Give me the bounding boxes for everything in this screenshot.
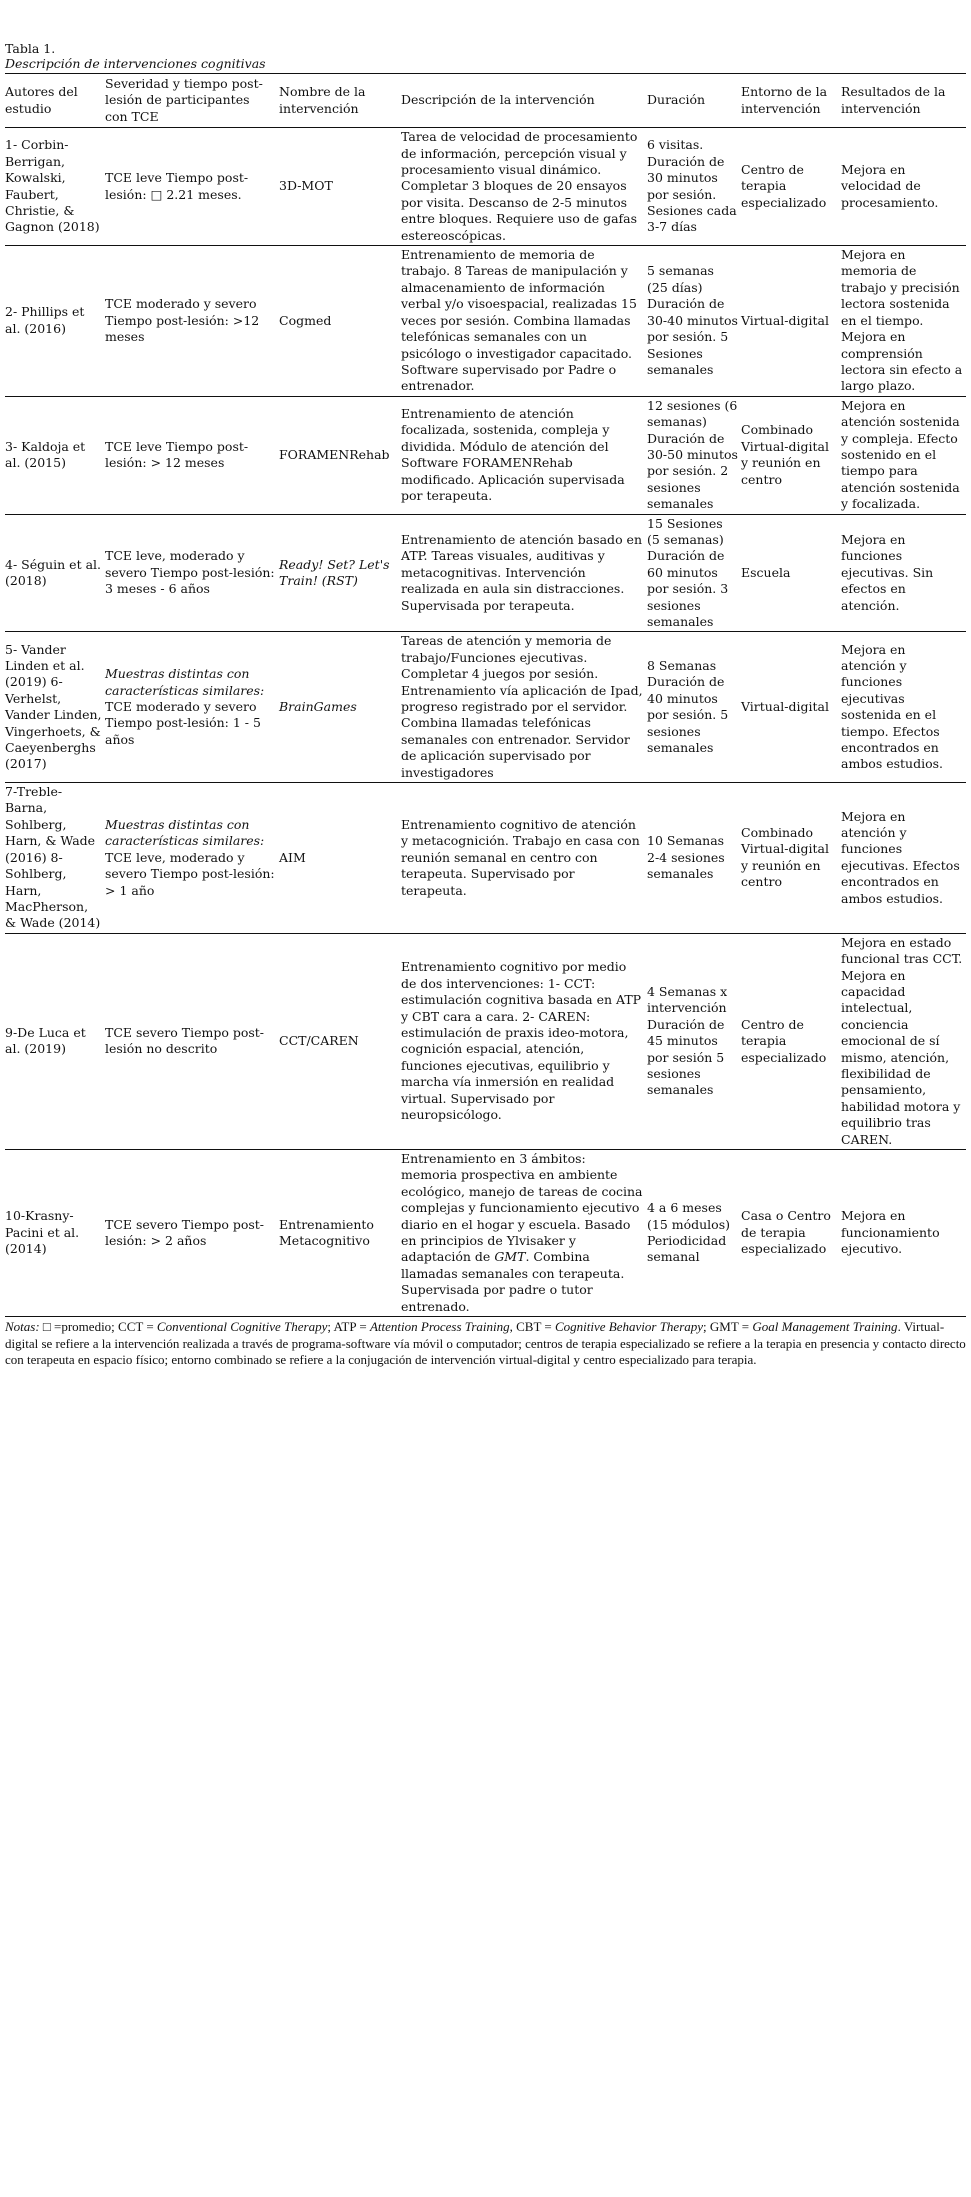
header-authors: Autores del estudio <box>5 84 78 116</box>
interventions-table <box>5 73 966 1317</box>
cell-results: Mejora en funcionamiento ejecutivo. <box>841 1208 940 1257</box>
cell-setting: Escuela <box>741 564 791 580</box>
cell-duration: 6 visitas. Duración de 30 minutos por sesión. Sesiones cada 3-7 días <box>647 137 737 235</box>
cell-description <box>401 1150 647 1317</box>
header-description: Descripción de la intervención <box>401 92 595 108</box>
cell-results: Mejora en memoria de trabajo y precisión lectora sostenida en el tiempo. Mejora en comprensión lectora sin efecto a largo plazo. <box>841 247 963 394</box>
severity-text: TCE leve Tiempo post-lesión: □ 2.21 meses. <box>105 170 249 202</box>
cell-results: Mejora en atención y funciones ejecutivas. Efectos encontrados en ambos estudios. <box>841 808 960 906</box>
cell-severity <box>105 1150 279 1317</box>
severity-text: TCE severo Tiempo post-lesión no descrito <box>105 1024 265 1057</box>
cell-intervention: Cogmed <box>279 312 332 328</box>
header-intervention-name: Nombre de la intervención <box>279 84 366 116</box>
cell-authors: 2- Phillips et al. (2016) <box>5 304 85 336</box>
severity-text: TCE leve, moderado y severo Tiempo post-lesión: 3 meses - 6 años <box>105 548 275 597</box>
severity-text: TCE leve, moderado y severo Tiempo post-lesión: > 1 año <box>105 849 275 898</box>
cell-severity <box>105 632 279 783</box>
cell-results: Mejora en velocidad de procesamiento. <box>841 162 939 210</box>
cell-intervention: FORAMENRehab <box>279 446 390 462</box>
cell-setting: Centro de terapia especializado <box>741 1016 827 1065</box>
cell-description: Tareas de atención y memoria de trabajo/Funciones ejecutivas. Completar 4 juegos por sesión. Entrenamiento vía aplicación de Ipad, progreso registrado por el servidor. Combina llamadas telefónicas semanales con entrenador. Servidor de aplicación supervisado por investigadores <box>401 633 643 780</box>
cell-duration: 15 Sesiones (5 semanas) Duración de 60 minutos por sesión. 3 sesiones semanales <box>647 515 729 629</box>
notes-atp: Attention Process Training <box>369 1319 510 1335</box>
severity-text: TCE leve Tiempo post-lesión: > 12 meses <box>105 438 249 471</box>
severity-text: TCE moderado y severo Tiempo post-lesión: 1 - 5 años <box>105 699 261 747</box>
table-row <box>5 933 966 1149</box>
notes-text: □ =promedio; CCT = <box>39 1319 157 1335</box>
severity-text: TCE moderado y severo Tiempo post-lesión: >12 meses <box>105 296 260 345</box>
cell-description: Entrenamiento cognitivo de atención y metacognición. Trabajo en casa con reunión semanal en centro con terapeuta. Supervisado por terapeuta. <box>401 816 640 898</box>
notes-label: Notas: <box>5 1319 40 1335</box>
table-row <box>5 1150 966 1317</box>
cell-setting: Casa o Centro de terapia especializado <box>741 1208 831 1257</box>
cell-duration: 10 Semanas 2-4 sesiones semanales <box>647 833 725 882</box>
cell-description: Tarea de velocidad de procesamiento de información, percepción visual y procesamiento visual dinámico. Completar 3 bloques de 20 ensayos por visita. Descanso de 2-5 minutos entre bloques. Requiere uso de gafas estereoscópicas. <box>401 129 638 243</box>
cell-duration: 12 sesiones (6 semanas) Duración de 30-50 minutos por sesión. 2 sesiones semanales <box>647 397 738 512</box>
notes-gmt: Goal Management Training <box>752 1319 898 1335</box>
cell-results: Mejora en estado funcional tras CCT. Mejora en capacidad intelectual, conciencia emocional de sí mismo, atención, flexibilidad de pensamiento, habilidad motora y equilibrio tras CAREN. <box>841 934 963 1147</box>
cell-intervention: Entrenamiento Metacognitivo <box>279 1216 374 1249</box>
description-text: Entrenamiento en 3 ámbitos: memoria prospectiva en ambiente ecológico, manejo de tareas de cocina complejas y funcionamiento ejecutivo diario en el hogar y escuela. Basado en principios de Ylvisaker y adaptación de <box>401 1151 643 1265</box>
cell-setting: Combinado Virtual-digital y reunión en centro <box>741 422 830 487</box>
cell-authors: 4- Séguin et al. (2018) <box>5 556 102 588</box>
table-row <box>5 396 966 514</box>
cell-intervention: BrainGames <box>279 699 357 715</box>
notes-text: ; GMT = <box>703 1319 753 1335</box>
cell-authors: 3- Kaldoja et al. (2015) <box>5 438 86 471</box>
header-duration: Duración <box>647 92 706 108</box>
notes-cct: Conventional Cognitive Therapy <box>156 1319 328 1335</box>
cell-severity <box>105 396 279 514</box>
cell-duration: 8 Semanas Duración de 40 minutos por sesión. 5 sesiones semanales <box>647 658 729 756</box>
cell-severity <box>105 933 279 1149</box>
cell-authors: 5- Vander Linden et al. (2019) 6- Verhelst, Vander Linden, Vingerhoets, & Caeyenberghs (2017) <box>5 641 102 772</box>
notes-text: , CBT = <box>509 1319 555 1335</box>
cell-description: Entrenamiento de atención focalizada, sostenida, compleja y dividida. Módulo de atención del Software FORAMENRehab modificado. Aplicación supervisada por terapeuta. <box>401 405 625 503</box>
cell-duration: 4 Semanas x intervención Duración de 45 minutos por sesión 5 sesiones semanales <box>647 983 728 1098</box>
severity-prefix: Muestras distintas con características similares: <box>105 816 265 849</box>
cell-authors: 7-Treble-Barna, Sohlberg, Harn, & Wade (2016) 8-Sohlberg, Harn, MacPherson, & Wade (2014) <box>5 784 101 931</box>
cell-results: Mejora en atención y funciones ejecutivas sostenida en el tiempo. Efectos encontrados en ambos estudios. <box>841 641 944 772</box>
cell-authors: 10-Krasny-Pacini et al. (2014) <box>5 1208 80 1257</box>
severity-prefix: Muestras distintas con características similares: <box>105 666 265 698</box>
cell-setting: Centro de terapia especializado <box>741 162 827 210</box>
cell-severity <box>105 783 279 934</box>
cell-duration: 5 semanas (25 días) Duración de 30-40 minutos por sesión. 5 Sesiones semanales <box>647 263 738 377</box>
cell-description: Entrenamiento de memoria de trabajo. 8 Tareas de manipulación y almacenamiento de información verbal y/o visoespacial, realizadas 15 veces por sesión. Combina llamadas telefónicas semanales con un psicólogo o investigador capacitado. Software supervisado por Padre o entrenador. <box>401 247 637 394</box>
description-text-end: . Combina llamadas semanales con terapeuta. Supervisada por padre o tutor entrenado. <box>401 1249 625 1314</box>
table-title: Descripción de intervenciones cognitivas <box>5 56 266 71</box>
table-row <box>5 514 966 632</box>
cell-description: Entrenamiento de atención basado en ATP. Tareas visuales, auditivas y metacognitivas. Intervención realizada en aula sin distracciones. Supervisada por terapeuta. <box>401 531 643 613</box>
notes-cbt: Cognitive Behavior Therapy <box>555 1319 704 1335</box>
header-severity: Severidad y tiempo post-lesión de participantes con TCE <box>105 76 263 124</box>
cell-duration: 4 a 6 meses (15 módulos) Periodicidad semanal <box>647 1200 731 1265</box>
cell-setting: Virtual-digital <box>741 699 830 715</box>
description-gmt: GMT <box>494 1249 526 1265</box>
cell-results: Mejora en atención sostenida y compleja. Efecto sostenido en el tiempo para atención sostenida y focalizada. <box>841 397 960 512</box>
cell-results: Mejora en funciones ejecutivas. Sin efectos en atención. <box>841 531 934 613</box>
cell-setting: Combinado Virtual-digital y reunión en centro <box>741 825 830 890</box>
table-number: Tabla 1. <box>5 41 56 56</box>
cell-authors: 9-De Luca et al. (2019) <box>5 1024 86 1057</box>
cell-severity <box>105 128 279 246</box>
table-row <box>5 632 966 783</box>
notes-text: . Virtual-digital se refiere a la intervención realizada a través de programa-software vía móvil o computador; centros de terapia especializado se refiere a la terapia en presencia y contacto directo con terapeuta en espacio físico; entorno combinado se refiere a la conjugación de intervención virtual-digital y centro especializado para terapia. <box>5 1319 966 1368</box>
table-header-row <box>5 74 966 128</box>
cell-intervention: 3D-MOT <box>279 178 333 194</box>
cell-intervention: CCT/CAREN <box>279 1033 359 1049</box>
cell-authors: 1- Corbin-Berrigan, Kowalski, Faubert, Christie, & Gagnon (2018) <box>5 137 100 235</box>
cell-intervention: AIM <box>279 849 306 865</box>
table-row <box>5 128 966 246</box>
table-row <box>5 783 966 934</box>
cell-description: Entrenamiento cognitivo por medio de dos intervenciones: 1- CCT: estimulación cognitiva basada en ATP y CBT cara a cara. 2- CAREN: estimulación de praxis ideo-motora, cognición espacial, atención, funciones ejecutivas, equilibrio y marcha vía inmersión en realidad virtual. Supervisado por neuropsicólogo. <box>401 959 642 1122</box>
severity-text: TCE severo Tiempo post-lesión: > 2 años <box>105 1216 265 1249</box>
notes-text: ; ATP = <box>327 1319 370 1335</box>
header-results: Resultados de la intervención <box>841 84 946 116</box>
cell-setting: Virtual-digital <box>741 312 830 328</box>
cell-severity <box>105 246 279 397</box>
table-row <box>5 246 966 397</box>
cell-intervention: Ready! Set? Let's Train! (RST) <box>279 556 390 588</box>
header-setting: Entorno de la intervención <box>741 84 828 116</box>
table-notes <box>5 1319 966 1369</box>
cell-severity <box>105 514 279 632</box>
